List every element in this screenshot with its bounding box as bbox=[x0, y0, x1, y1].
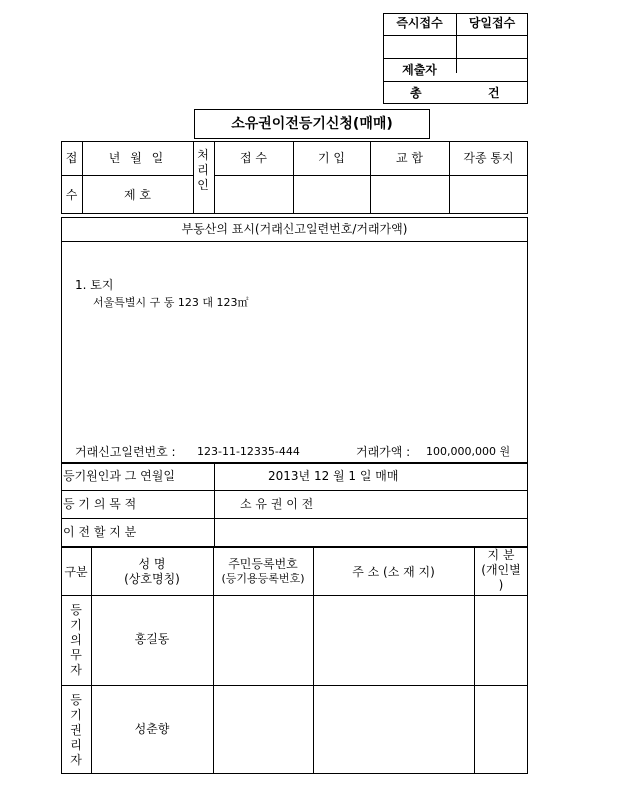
cause-value: 2013년 12 월 1 일 매매 bbox=[268, 469, 399, 483]
property-item-description: 서울특별시 구 동 123 대 123㎡ bbox=[93, 296, 249, 309]
col-notice: 각종 통지 bbox=[463, 151, 514, 165]
col-share-line2: (개인별 bbox=[481, 563, 521, 577]
purpose-label: 등 기 의 목 적 bbox=[63, 497, 137, 511]
parties-divider bbox=[313, 547, 314, 774]
cause-label: 등기원인과 그 연월일 bbox=[63, 469, 175, 483]
serial-value: 123-11-12335-444 bbox=[197, 445, 300, 458]
col-name-line1: 성 명 bbox=[138, 557, 166, 571]
reception-number: 제 호 bbox=[124, 188, 151, 202]
reception-line bbox=[61, 175, 193, 176]
reception-line bbox=[214, 175, 528, 176]
total-label: 총 bbox=[410, 86, 422, 100]
reception-date: 년 월 일 bbox=[108, 151, 167, 165]
property-section bbox=[61, 217, 528, 463]
property-heading-line bbox=[61, 241, 528, 242]
reception-char-1: 접 bbox=[65, 151, 78, 165]
col-name-line2: (상호명칭) bbox=[124, 572, 180, 586]
receipt-line bbox=[383, 35, 528, 36]
col-id-line2: (등기용등록번호) bbox=[221, 572, 305, 585]
price-value: 100,000,000 원 bbox=[426, 445, 511, 458]
submitter-label: 제출자 bbox=[402, 63, 437, 77]
holder-name: 성춘향 bbox=[134, 722, 170, 736]
processing-label: 처리인 bbox=[197, 148, 209, 192]
receipt-line bbox=[383, 58, 528, 59]
reception-divider bbox=[193, 141, 194, 214]
immediate-receipt-label: 즉시접수 bbox=[396, 16, 443, 30]
count-unit-label: 건 bbox=[488, 86, 500, 100]
parties-line bbox=[61, 595, 528, 596]
property-item-number: 1. 토지 bbox=[75, 278, 114, 292]
parties-line bbox=[61, 685, 528, 686]
same-day-receipt-label: 당일접수 bbox=[468, 16, 516, 30]
row-line bbox=[61, 518, 528, 519]
price-label: 거래가액 : bbox=[356, 445, 411, 459]
col-type: 구분 bbox=[64, 565, 88, 579]
row-divider bbox=[214, 463, 215, 547]
obligor-label: 등기의무자 bbox=[70, 603, 82, 677]
col-check: 교 합 bbox=[396, 151, 423, 165]
purpose-value: 소 유 권 이 전 bbox=[240, 497, 314, 511]
col-share-line3: ) bbox=[498, 578, 504, 592]
property-heading: 부동산의 표시(거래신고일련번호/거래가액) bbox=[181, 222, 408, 236]
serial-label: 거래신고일련번호 : bbox=[75, 445, 176, 459]
obligor-name: 홍길동 bbox=[134, 632, 170, 646]
form-title: 소유권이전등기신청(매매) bbox=[231, 116, 393, 132]
holder-label: 등기권리자 bbox=[70, 693, 82, 767]
reception-char-2: 수 bbox=[65, 188, 78, 202]
col-id-line1: 주민등록번호 bbox=[228, 557, 298, 571]
col-receive: 접 수 bbox=[240, 151, 267, 165]
receipt-line bbox=[383, 81, 528, 82]
col-entry: 기 입 bbox=[318, 151, 345, 165]
col-share-line1: 지 분 bbox=[487, 548, 515, 562]
share-label: 이 전 할 지 분 bbox=[63, 525, 137, 539]
col-address: 주 소 (소 재 지) bbox=[352, 565, 435, 579]
row-line bbox=[61, 490, 528, 491]
